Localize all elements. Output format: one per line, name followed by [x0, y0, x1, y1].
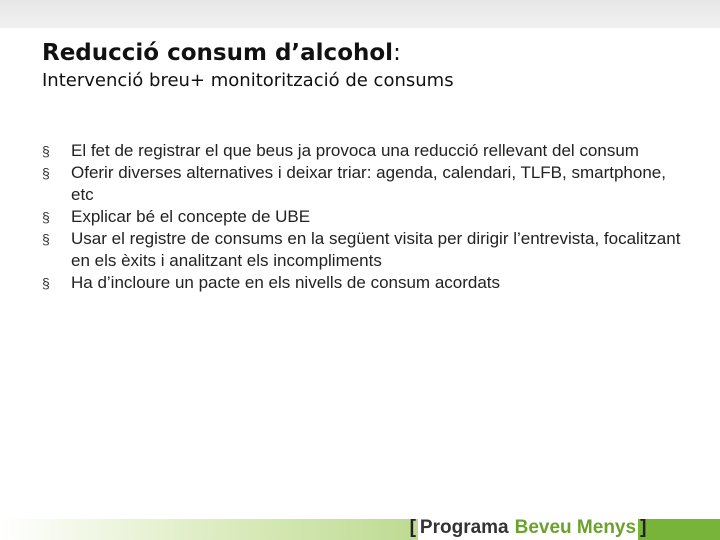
bullet-item — [42, 162, 682, 206]
logo-bracket-close: ] — [640, 516, 647, 538]
bullet-text: Ha d’incloure un pacte en els nivells de consum acordats — [71, 273, 501, 292]
bullet-marker-icon: § — [42, 165, 50, 181]
logo-word-programa: Programa — [419, 516, 509, 538]
bullet-text: Oferir diverses alternatives i deixar triar: agenda, calendari, TLFB, smartphone, etc — [71, 163, 666, 204]
top-band — [0, 0, 720, 28]
bullet-list — [42, 140, 682, 294]
bullet-marker-icon: § — [42, 275, 50, 291]
logo-bracket-open: [ — [409, 516, 416, 538]
bullet-text: Explicar bé el concepte de UBE — [71, 207, 311, 226]
bullet-item — [42, 140, 682, 162]
bullet-item — [42, 206, 682, 228]
slide-subtitle: Intervenció breu+ monitorització de consums — [42, 70, 454, 91]
bullet-marker-icon: § — [42, 143, 50, 159]
slide-title — [42, 38, 454, 68]
bullet-item — [42, 228, 682, 272]
bullet-text: Usar el registre de consums en la següent visita per dirigir l’entrevista, focalitzant en els èxits i analitzant els incompliments — [71, 229, 681, 270]
slide-title-text: Reducció consum d’alcohol — [42, 40, 394, 66]
bullet-text: El fet de registrar el que beus ja provoca una reducció rellevant del consum — [71, 141, 639, 160]
program-logo — [409, 515, 647, 540]
bullet-marker-icon: § — [42, 209, 50, 225]
slide-title-colon: : — [393, 40, 401, 66]
bullet-item — [42, 272, 682, 294]
slide-title-block — [42, 38, 454, 94]
bullet-marker-icon: § — [42, 231, 50, 247]
logo-word-beveu-menys: Beveu Menys — [514, 516, 637, 538]
